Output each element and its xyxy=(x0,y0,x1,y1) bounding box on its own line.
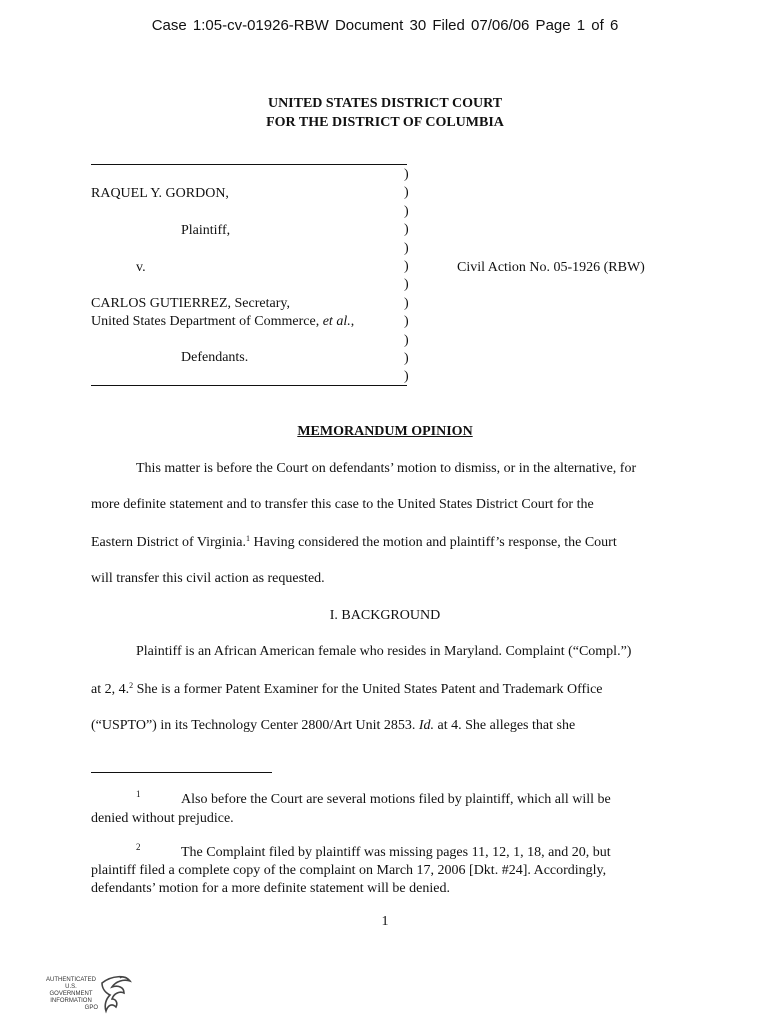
paragraph-2-line-3: (“USPTO”) in its Technology Center 2800/Art Unit 2853. Id. at 4. She alleges that she xyxy=(91,718,576,733)
footnote-2-mark: 2 xyxy=(136,842,141,852)
defendant-name: CARLOS GUTIERREZ, Secretary, xyxy=(91,296,290,311)
gpo-authentication-seal xyxy=(44,973,134,1017)
seal-text: AUTHENTICATED U.S. GOVERNMENT INFORMATION GPO xyxy=(46,977,98,1011)
paragraph-1-line-4: will transfer this civil action as requested. xyxy=(91,571,325,586)
section-heading-background: I. BACKGROUND xyxy=(329,608,441,623)
footnote-2-line-1: The Complaint filed by plaintiff was missing pages 11, 12, 1, 18, and 20, but xyxy=(181,845,611,860)
footnote-separator xyxy=(91,772,272,773)
footnote-1-line-2: denied without prejudice. xyxy=(91,811,234,826)
paragraph-1-line-2: more definite statement and to transfer this case to the United States District Court for the xyxy=(91,497,594,512)
paragraph-1-line-3: Eastern District of Virginia.$^1$ Having considered the motion and plaintiff’s response, the Court xyxy=(91,534,617,550)
civil-action-number: Civil Action No. 05-1926 (RBW) xyxy=(457,260,645,275)
plaintiff-role: Plaintiff, xyxy=(181,223,231,238)
page-number: 1 xyxy=(381,914,389,929)
eagle-icon xyxy=(98,973,132,1017)
court-line-1: UNITED STATES DISTRICT COURT xyxy=(267,96,503,111)
versus: v. xyxy=(136,260,146,275)
footnote-2-line-2: plaintiff filed a complete copy of the complaint on March 17, 2006 [Dkt. #24]. Accordingly, xyxy=(91,863,607,878)
paragraph-2-line-1: Plaintiff is an African American female who resides in Maryland. Complaint (“Compl.”) xyxy=(136,644,632,659)
paragraph-2-line-2: at 2, 4.$^2$ She is a former Patent Examiner for the United States Patent and Trademark Office xyxy=(91,681,603,697)
footnote-1-line-1: Also before the Court are several motions filed by plaintiff, which all will be xyxy=(181,792,611,807)
court-line-2: FOR THE DISTRICT OF COLUMBIA xyxy=(266,115,504,130)
caption-bottom-rule xyxy=(91,385,407,386)
case-header: Case 1:05-cv-01926-RBW Document 30 Filed 07/06/06 Page 1 of 6 xyxy=(151,17,619,34)
footnote-1-mark: 1 xyxy=(136,789,141,799)
defendant-department: United States Department of Commerce, et al., xyxy=(91,314,355,329)
defendant-role: Defendants. xyxy=(181,350,249,365)
footnote-ref-2: 2 xyxy=(129,681,134,690)
footnote-ref-1: 1 xyxy=(245,534,250,543)
footnote-2-line-3: defendants’ motion for a more definite statement will be denied. xyxy=(91,881,450,896)
caption-paren-column: ) ) ) ) ) ) ) ) ) ) ) ) xyxy=(404,167,409,385)
paragraph-1-line-1: This matter is before the Court on defendants’ motion to dismiss, or in the alternative, for xyxy=(136,461,637,476)
plaintiff-name: RAQUEL Y. GORDON, xyxy=(91,186,229,201)
memorandum-title: MEMORANDUM OPINION xyxy=(297,424,473,439)
court-name xyxy=(0,94,770,132)
caption-top-rule xyxy=(91,164,407,165)
